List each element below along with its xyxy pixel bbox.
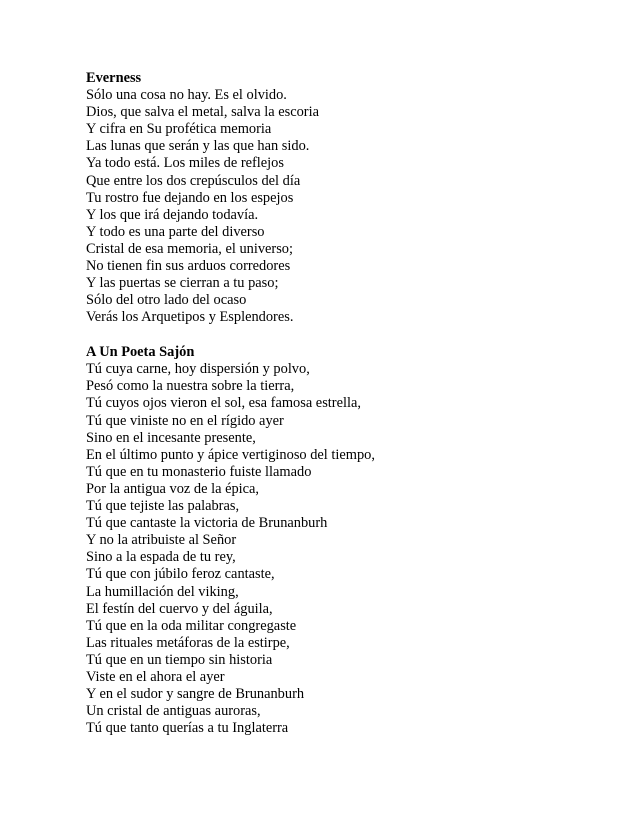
poem-line: Tú que viniste no en el rígido ayer [86,412,284,429]
poem-line: Sólo del otro lado del ocaso [86,292,247,309]
poem-line: Y cifra en Su profética memoria [86,121,272,138]
poem-line: Un cristal de antiguas auroras, [86,703,261,720]
poem-line: Sólo una cosa no hay. Es el olvido. [86,87,287,104]
poem-line: Sino en el incesante presente, [86,429,256,446]
poem-line: Tú que en tu monasterio fuiste llamado [86,463,312,480]
poem-line: Cristal de esa memoria, el universo; [86,240,294,257]
poem-line: El festín del cuervo y del águila, [86,600,273,617]
poem-line: Tu rostro fue dejando en los espejos [86,189,294,206]
poem-line: La humillación del viking, [86,583,239,600]
poem-line: Que entre los dos crepúsculos del día [86,172,301,189]
poem-line: Tú cuya carne, hoy dispersión y polvo, [86,361,310,378]
poem-line: Las rituales metáforas de la estirpe, [86,634,290,651]
poem-line: Las lunas que serán y las que han sido. [86,138,310,155]
poem-line: Viste en el ahora el ayer [86,668,225,685]
document-page [86,70,606,737]
poem-title: A Un Poeta Sajón [86,344,195,361]
poem-line: No tienen fin sus arduos corredores [86,258,291,275]
poem-line: Tú que cantaste la victoria de Brunanburh [86,515,328,532]
poem-line: Pesó como la nuestra sobre la tierra, [86,378,295,395]
poem-line: Tú que tanto querías a tu Inglaterra [86,720,289,737]
poem-line: Tú que en un tiempo sin historia [86,651,273,668]
poem-line: Sino a la espada de tu rey, [86,549,236,566]
poem-line: Tú que tejiste las palabras, [86,498,240,515]
poem-line: Ya todo está. Los miles de reflejos [86,155,284,172]
poem-line: Y no la atribuiste al Señor [86,532,237,549]
poem-line: Y todo es una parte del diverso [86,223,265,240]
poem-everness [86,70,606,326]
poem-line: Y las puertas se cierran a tu paso; [86,275,279,292]
poem-line: Tú que con júbilo feroz cantaste, [86,566,275,583]
poem-line: En el último punto y ápice vertiginoso del tiempo, [86,446,375,463]
poem-line: Por la antigua voz de la épica, [86,480,260,497]
poem-a-un-poeta-sajon [86,344,606,737]
poem-line: Y en el sudor y sangre de Brunanburh [86,686,305,703]
poem-line: Tú cuyos ojos vieron el sol, esa famosa estrella, [86,395,361,412]
poem-title: Everness [86,70,142,86]
poem-line: Tú que en la oda militar congregaste [86,617,297,634]
poem-line: Dios, que salva el metal, salva la escoria [86,104,319,121]
poem-line: Verás los Arquetipos y Esplendores. [86,309,294,326]
poem-line: Y los que irá dejando todavía. [86,206,259,223]
